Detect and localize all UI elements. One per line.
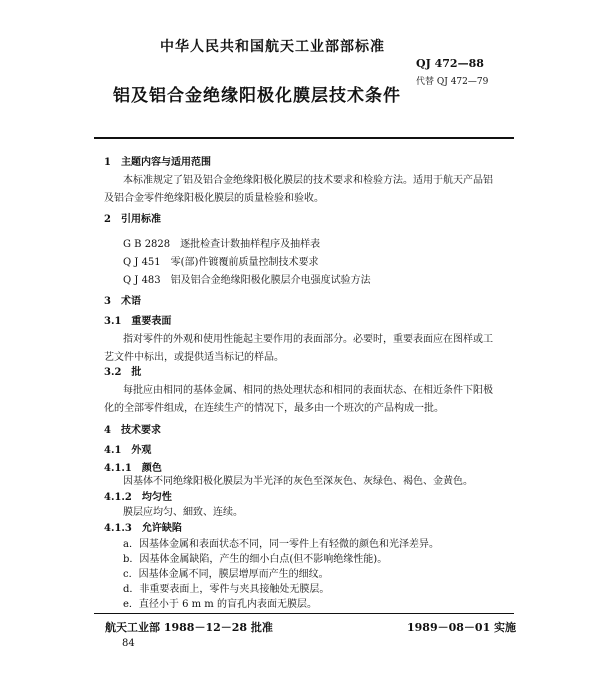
- section-4-1-1-heading: 4.1.1 颜色: [104, 463, 162, 474]
- defect-item: d．非重要表面上，零件与夹具接触处无膜层。: [123, 584, 330, 595]
- section-3-1-text-line-2: 艺文件中标出，或提供适当标记的样品。: [104, 352, 284, 363]
- section-1-text-line-1: 本标准规定了铝及铝合金绝缘阳极化膜层的技术要求和检验方法。适用于航天产品铝: [123, 175, 493, 186]
- reference-item: Q J 483 铝及铝合金绝缘阳极化膜层介电强度试验方法: [123, 275, 371, 286]
- section-4-heading: 4 技术要求: [104, 425, 161, 436]
- defect-item: c．因基体金属不同，膜层增厚而产生的细纹。: [123, 569, 329, 580]
- section-4-1-2-heading: 4.1.2 均匀性: [104, 492, 172, 503]
- defect-item: b．因基体金属缺陷，产生的细小白点(但不影响绝缘性能)。: [123, 554, 388, 565]
- replaced-standard: 代替 QJ 472—79: [416, 77, 489, 87]
- section-4-1-1-text: 因基体不同绝缘阳极化膜层为半光泽的灰色至深灰色、灰绿色、褐色、金黄色。: [123, 476, 473, 487]
- section-3-1-heading: 3.1 重要表面: [104, 316, 172, 327]
- section-4-1-heading: 4.1 外观: [104, 445, 152, 456]
- section-2-heading: 2 引用标准: [104, 214, 161, 225]
- top-divider: [94, 137, 514, 139]
- effective-date: 1989－08－01 实施: [407, 621, 517, 634]
- bottom-divider: [94, 613, 514, 614]
- section-3-heading: 3 术语: [104, 296, 141, 307]
- defect-item: a．因基体金属和表面状态不同，同一零件上有轻微的颜色和光泽差异。: [123, 539, 439, 550]
- approval-date: 航天工业部 1988－12－28 批准: [105, 621, 273, 634]
- section-1-heading: 1 主题内容与适用范围: [104, 157, 211, 168]
- section-3-1-text-line-1: 指对零件的外观和使用性能起主要作用的表面部分。必要时，重要表面应在图样或工: [123, 334, 493, 345]
- section-4-1-2-text: 膜层应均匀、細致、连续。: [123, 507, 243, 518]
- reference-item: Q J 451 零(部)件镀覆前质量控制技术要求: [123, 257, 319, 268]
- section-3-2-text-line-2: 化的全部零件组成，在连续生产的情况下，最多由一个班次的产品构成一批。: [104, 403, 444, 414]
- defect-item: e．直径小于 6 m m 的盲孔内表面无膜层。: [123, 599, 317, 610]
- section-4-1-3-heading: 4.1.3 允许缺陷: [104, 523, 182, 534]
- standard-code: QJ 472—88: [416, 57, 484, 70]
- reference-item: G B 2828 逐批检查计数抽样程序及抽样表: [123, 239, 321, 250]
- section-1-text-line-2: 及铝合金零件绝缘阳极化膜层的质量检验和验收。: [104, 193, 324, 204]
- document-title: 铝及铝合金绝缘阳极化膜层技术条件: [113, 86, 401, 106]
- section-3-2-text-line-1: 每批应由相同的基体金属、相同的热处理状态和相同的表面状态、在相近条件下阳极: [123, 385, 493, 396]
- page-number: 84: [122, 638, 135, 649]
- section-3-2-heading: 3.2 批: [104, 367, 142, 378]
- ministry-standard-label: 中华人民共和国航天工业部部标准: [160, 39, 385, 55]
